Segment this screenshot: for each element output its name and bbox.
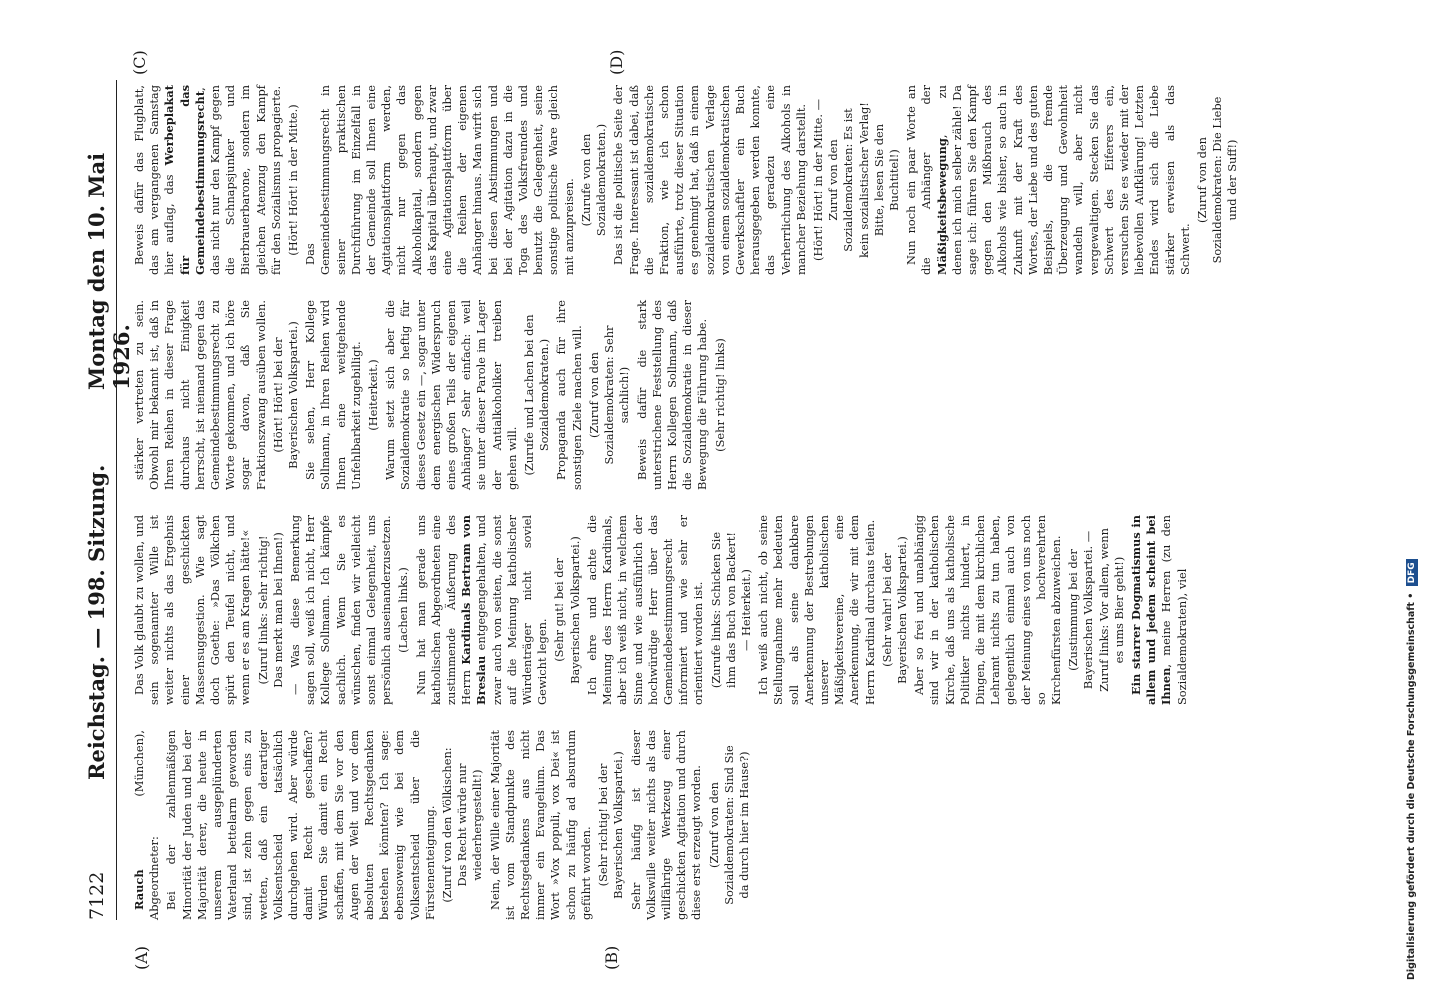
interjection: (Heiterkeit.) — [366, 359, 381, 431]
interjection: (Sehr richtig! bei der Bayerischen Volkspartei.) — [596, 751, 626, 899]
interjection: (Zuruf links: Sehr richtig! Das merkt man bei Ihnen!) — [255, 532, 285, 688]
interjection: (Zuruf von den Sozialdemokraten: Sehr sachlich!) — [586, 325, 632, 465]
speech-paragraph: Ich weiß auch nicht, ob seine Stellungnahme mehr bedeuten soll als seine dankbare Anerkennung der Bestrebungen unserer katholischen Mäßigkeitsvereine, eine Anerkennung, die wir mit dem Herrn Kardinal durchaus teilen. — [756, 515, 877, 705]
bold-emphasis: Werbeplakat für das Gemeindebestimmungsrecht — [162, 85, 207, 275]
bold-emphasis: Ein starrer Dogmatismus in allem und jedem scheint bei Ihnen — [1129, 515, 1174, 705]
interjection: (Zurufe von den Sozialdemokraten.) — [578, 123, 609, 237]
page-content — [82, 49, 1362, 970]
dfg-logo: DFG — [1406, 559, 1418, 586]
text-column-left — [132, 730, 754, 920]
interjection: (Zuruf von den Völkischen: Das Recht würde nur wiederhergestellt!) — [440, 747, 485, 903]
section-marker-b: (B) — [602, 945, 621, 970]
section-marker-d: (D) — [607, 49, 626, 75]
speech-paragraph: Ich ehre und achte die Meinung des Herrn Kardinals, aber ich weiß nicht, in welchem Sinne und wie ausführlich der hochwürdige Herr über das Gemeindebestimmungsrecht informiert und wie sehr er orientiert worden ist. — [584, 515, 706, 705]
interjection: (Sehr richtig! links) — [712, 338, 727, 452]
bold-emphasis: Mäßigkeitsbewegung — [934, 138, 949, 275]
speech-paragraph: Bei der zahlenmäßigen Minorität der Juden und bei der Majorität derer, die heute in unserem ausgeplünderten Vaterland bettelarm geworden sind, ist zehn gegen eins zu wetten, daß ein derartiger Volksentscheid tatsächlich durchgehen wird. Aber würde damit Recht geschaffen? Würden Sie damit ein Recht schaffen, mit dem Sie vor den Augen der Welt und vor dem absoluten Rechtsgedanken bestehen könnten? Ich sage: ebensowenig wie bei dem Volksentscheid über die Fürstenenteignung. — [164, 730, 437, 920]
page-header — [82, 80, 134, 920]
interjection: (Lachen links.) — [396, 567, 411, 653]
interjection: (Zurufe und Lachen bei den Sozialdemokraten.) — [522, 314, 552, 476]
text-column-left-b — [132, 515, 1192, 705]
speech-paragraph: Beweis dafür die stark unterstrichene Feststellung des Herrn Kollegen Sollmann, daß die Sozialdemokratie in dieser Bewegung die Führung habe. — [634, 300, 710, 490]
text-column-right-b — [132, 85, 1243, 275]
speech-paragraph: Nein, der Wille einer Majorität ist vom Standpunkte des Rechtsgedankens aus nicht immer ein Evangelium. Das Wort »Vox populi, vox Dei« ist schon zu häufig ad absurdum geführt worden. — [487, 730, 593, 920]
speech-paragraph: Ein starrer Dogmatismus in allem und jedem scheint bei Ihnen, meine Herren (zu den Sozialdemokraten), viel — [1129, 515, 1189, 705]
interjection: (Sehr wahr! bei der Bayerischen Volkspartei.) — [879, 536, 909, 684]
speech-paragraph: Das Gemeindebestimmungsrecht in seiner praktischen Durchführung im Einzelfall in der Gemeinde soll Ihnen eine Agitationsplattform werden, nicht nur gegen das Alkoholkapital, sondern gegen das Kapital überhaupt, und zwar eine Agitationsplattform über die Reihen der eigenen Anhänger hinaus. Man wirft sich bei diesen Abstimmungen und bei der Agitation dazu in die Toga des Volksfreundes und benutzt die Gelegenheit, seine sonstige politische Ware gleich mit anzupreisen. — [303, 85, 576, 275]
session-date: Montag den 10. Mai 1926. — [84, 152, 134, 390]
speech-paragraph: Propaganda auch für ihre sonstigen Ziele machen will. — [554, 300, 584, 490]
section-marker-c: (C) — [130, 50, 149, 75]
speech-paragraph: Nun noch ein paar Worte an die Anhänger der Mäßigkeitsbewegung, zu denen ich mich selber zähle! Da sage ich: führen Sie den Kampf gegen den Mißbrauch des Alkohols wie bisher, so auch in Zukunft mit der Kraft des Wortes, der Liebe und des guten Beispiels, die fremde Überzeugung und Gewohnheit wandeln will, aber nicht vergewaltigen. Stecken Sie das Schwert des Eiferers ein, versuchen Sie es wieder mit der liebevollen Aufklärung! Letzten Endes wird sich die Liebe stärker erweisen als das Schwert. — [904, 85, 1192, 275]
funding-text: Digitalisierung gefördert durch die Deutsche Forschungsgemeinschaft • — [1406, 592, 1417, 980]
speech-paragraph: — Was diese Bemerkung sagen soll, weiß ich nicht, Herr Kollege Sollmann. Ich kämpfe sachlich. Wenn Sie es wünschen, finden wir vielleicht sonst einmal Gelegenheit, uns persönlich auseinanderzusetzen. — [288, 515, 394, 705]
page-number: 7122 — [86, 871, 108, 920]
interjection: (Hört! Hört! bei der Bayerischen Volkspartei.) — [270, 321, 301, 469]
speech-paragraph: Beweis dafür das Flugblatt, das am vergangenen Samstag hier auflag, das Werbeplakat für das Gemeindebestimmungsrecht, das nicht nur den Kampf gegen die Schnapsjunker und Bierbrauerbarone, sondern im gleichen Atemzug den Kampf für den Sozialismus propagierte. — [132, 85, 283, 275]
interjection: (Sehr gut! bei der Bayerischen Volkspartei.) — [552, 536, 582, 684]
interjection: (Zuruf von den Sozialdemokraten: Sind Sie da durch hier im Hause?) — [706, 745, 751, 905]
running-title: Reichstag. — 198. Sitzung. — [84, 464, 109, 780]
speech-paragraph: Rauch (München), Abgeordneter: — [132, 730, 162, 920]
interjection: (Zuruf von den Sozialdemokraten: Die Liebe und der Suff!) — [1195, 96, 1240, 264]
speech-paragraph: Nun hat man gerade uns katholischen Abgeordneten eine zustimmende Äußerung des Herrn Kardinals Bertram von Breslau entgegengehalten, und zwar auch von seiten, die sonst auf die Meinung katholischer Würdenträger nicht soviel Gewicht legen. — [413, 515, 550, 705]
speech-paragraph: Warum setzt sich aber die Sozialdemokratie so heftig für dieses Gesetz ein —, sogar unter dem energischen Widerspruch eines großen Teils der eigenen Anhänger? Sehr einfach: weil sie unter dieser Parole im Lager der Antialkoholiker treiben gehen will. — [383, 300, 519, 490]
speech-paragraph: Das ist die politische Seite der Frage. Interessant ist dabei, daß die sozialdemokratische Fraktion, wie ich schon ausführte, trotz dieser Situation es genehmigt hat, daß in einem sozialdemokratischen Verlage von einem sozialdemokratischen Gewerkschaftler ein Buch herausgegeben werden konnte, das geradezu eine Verherrlichung des Alkohols in mancher Beziehung darstellt. — [611, 85, 808, 275]
text-column-right — [132, 300, 730, 490]
interjection: (Hört! Hört! in der Mitte. — Zuruf von den Sozialdemokraten: Es ist kein sozialistischer Verlag! Bitte, lesen Sie den Buchtitel!) — [810, 99, 901, 261]
speech-paragraph: Sehr häufig ist dieser Volkswille weiter nichts als das willfährige Werkzeug einer geschickten Agitation und durch diese erst erzeugt worden. — [628, 730, 704, 920]
interjection: (Zurufe links: Schicken Sie ihm das Buch von Backert! — Heiterkeit.) — [708, 531, 753, 689]
section-marker-a: (A) — [132, 945, 151, 970]
interjection: (Zustimmung bei der Bayerischen Volkspartei. — Zuruf links: Vor allem, wenn es ums Bier geht!) — [1066, 528, 1126, 692]
bold-emphasis: Kardinals Bertram von Breslau — [459, 515, 489, 705]
speech-paragraph: stärker vertreten zu sein. Obwohl mir bekannt ist, daß in Ihren Reihen in dieser Frage durchaus nicht Einigkeit herrscht, ist niemand gegen das Gemeindebestimmungsrecht zu Worte gekommen, und ich höre sogar davon, daß Sie Fraktionszwang ausüben wollen. — [132, 300, 268, 490]
speech-paragraph: Aber so frei und unabhängig sind wir in der katholischen Kirche, daß uns als katholische Politiker nichts hindert, in Dingen, die mit dem kirchlichen Lehramt nichts zu tun haben, gelegentlich einmal auch von der Meinung eines von uns noch so hochverehrten Kirchenfürsten abzuweichen. — [912, 515, 1063, 705]
speech-paragraph: Sie sehen, Herr Kollege Sollmann, in Ihren Reihen wird Ihnen eine weitgehende Unfehlbarkeit zugebilligt. — [303, 300, 363, 490]
bold-emphasis: Rauch — [132, 869, 146, 910]
speech-paragraph: Das Volk glaubt zu wollen, und sein sogenannter Wille ist weiter nichts als das Ergebnis einer geschickten Massensuggestion. Wie sagt doch Goethe: »Das Völkchen spürt den Teufel nicht, und wenn er es am Kragen hätte!« — [132, 515, 253, 705]
interjection: (Hört! Hört! in der Mitte.) — [286, 104, 301, 256]
